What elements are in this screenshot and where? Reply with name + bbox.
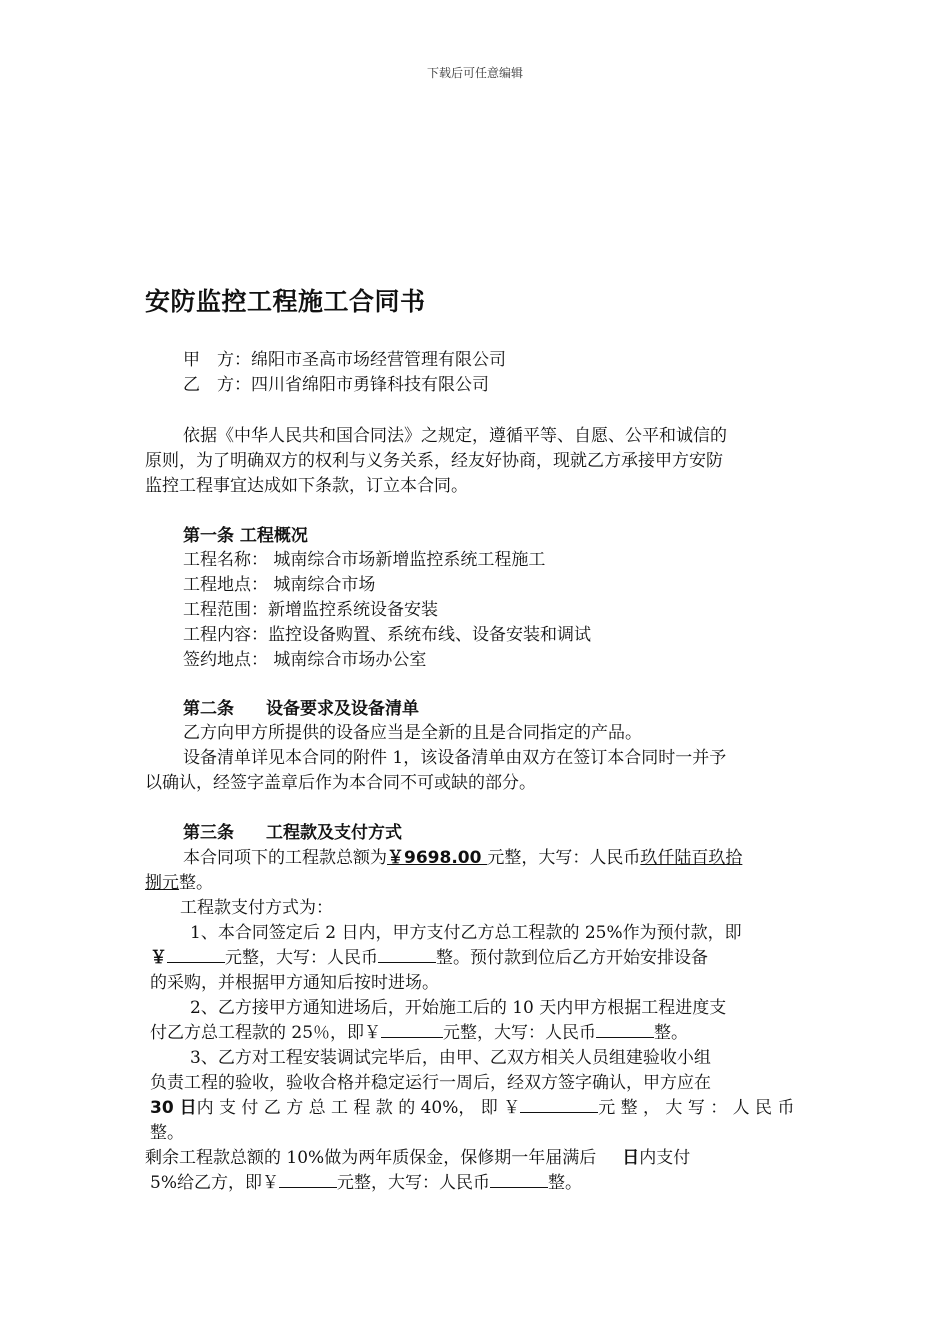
amount-blank[interactable] <box>167 946 225 963</box>
header-note: 下载后可任意编辑 <box>426 66 523 80</box>
text-segment: 整。 <box>547 1173 582 1193</box>
payment-2-line <box>150 1021 688 1045</box>
text-segment: 元整，大写：人民币 <box>443 1023 597 1043</box>
document-title: 安防监控工程施工合同书 <box>145 287 426 316</box>
article1-item: 工程范围：新增监控系统设备安装 <box>183 600 438 620</box>
article2-line: 乙方向甲方所提供的设备应当是全新的且是合同指定的产品。 <box>183 723 642 743</box>
yuan-sign: ￥ <box>150 948 167 968</box>
text-segment: 元整，大写：人民币 <box>225 948 378 968</box>
amount-blank[interactable] <box>279 1171 337 1188</box>
payment-3-line: 整。 <box>150 1123 184 1143</box>
total-prefix: 本合同项下的工程款总额为 <box>183 848 387 868</box>
text-segment: 内 支 付 乙 方 总 工 程 款 的 40%， 即 ￥ <box>196 1098 521 1118</box>
text-segment: 付乙方总工程款的 25％，即￥ <box>150 1023 382 1043</box>
words-blank[interactable] <box>378 946 436 963</box>
text-segment: 元整，大写：人民币 <box>336 1173 490 1193</box>
party-a-name: 绵阳市圣高市场经营管理有限公司 <box>251 350 506 370</box>
article3-number: 第三条 <box>183 823 234 843</box>
text-segment: 30 日 <box>150 1098 197 1118</box>
amount-blank[interactable] <box>381 1021 443 1038</box>
total-mid: 元整，大写：人民币 <box>487 848 641 868</box>
article1-item: 工程名称： 城南综合市场新增监控系统工程施工 <box>183 550 546 570</box>
total-suffix: 整。 <box>179 873 213 893</box>
payment-1-line <box>150 946 708 970</box>
payment-4-line <box>145 1146 690 1170</box>
text-segment: 剩余工程款总额的 10%做为两年质保金，保修期一年届满后 <box>145 1148 597 1168</box>
party-a <box>183 348 506 372</box>
article3-title: 工程款及支付方式 <box>266 823 402 843</box>
pay-method: 工程款支付方式为： <box>180 898 333 918</box>
payment-3-line <box>150 1096 794 1120</box>
words-blank[interactable] <box>596 1021 654 1038</box>
total-amount-line-2 <box>145 871 213 895</box>
total-words: 玖仟陆百玖拾 <box>640 848 743 868</box>
article2-title: 设备要求及设备清单 <box>266 699 419 719</box>
party-a-label: 甲 方： <box>183 350 251 370</box>
text-segment: 内支付 <box>639 1148 691 1168</box>
party-b-name: 四川省绵阳市勇锋科技有限公司 <box>251 375 489 395</box>
party-b-label: 乙 方： <box>183 375 251 395</box>
article1-item: 工程内容：监控设备购置、系统布线、设备安装和调试 <box>183 625 591 645</box>
article2-heading <box>183 697 419 721</box>
intro-line: 依据《中华人民共和国合同法》之规定，遵循平等、自愿、公平和诚信的 <box>183 426 727 446</box>
payment-3-line: 负责工程的验收，验收合格并稳定运行一周后，经双方签字确认，甲方应在 <box>150 1073 711 1093</box>
article1-heading: 第一条 工程概况 <box>183 526 308 546</box>
text-segment: 元 整 ， 大 写 ： 人 民 币 <box>598 1098 795 1118</box>
party-b <box>183 373 489 397</box>
text-segment: 日 <box>622 1148 640 1168</box>
text-segment: 整。预付款到位后乙方开始安排设备 <box>436 948 708 968</box>
payment-4-line <box>150 1171 582 1195</box>
words-blank[interactable] <box>490 1171 548 1188</box>
total-words-cont: 捌元 <box>145 873 179 893</box>
article2-line: 设备清单详见本合同的附件 1，该设备清单由双方在签订本合同时一并予 <box>183 748 727 768</box>
amount-blank[interactable] <box>520 1096 598 1113</box>
text-segment: 5%给乙方，即￥ <box>150 1173 279 1193</box>
payment-3-line: 3、乙方对工程安装调试完毕后，由甲、乙双方相关人员组建验收小组 <box>190 1048 711 1068</box>
article2-number: 第二条 <box>183 699 234 719</box>
article1-item: 工程地点： 城南综合市场 <box>183 575 376 595</box>
total-amount: ￥9698.00 <box>387 848 488 868</box>
total-amount-line <box>183 846 742 870</box>
text-segment: 整。 <box>654 1023 689 1043</box>
payment-1-line: 1、本合同签定后 2 日内，甲方支付乙方总工程款的 25%作为预付款，即 <box>190 923 742 943</box>
article1-item: 签约地点： 城南综合市场办公室 <box>183 650 427 670</box>
payment-1-line: 的采购，并根据甲方通知后按时进场。 <box>150 973 439 993</box>
intro-line: 原则，为了明确双方的权利与义务关系，经友好协商，现就乙方承接甲方安防 <box>145 451 723 471</box>
intro-line: 监控工程事宜达成如下条款，订立本合同。 <box>145 476 468 496</box>
article2-line: 以确认，经签字盖章后作为本合同不可或缺的部分。 <box>145 773 536 793</box>
article3-heading <box>183 821 402 845</box>
payment-2-line: 2、乙方接甲方通知进场后，开始施工后的 10 天内甲方根据工程进度支 <box>190 998 727 1018</box>
